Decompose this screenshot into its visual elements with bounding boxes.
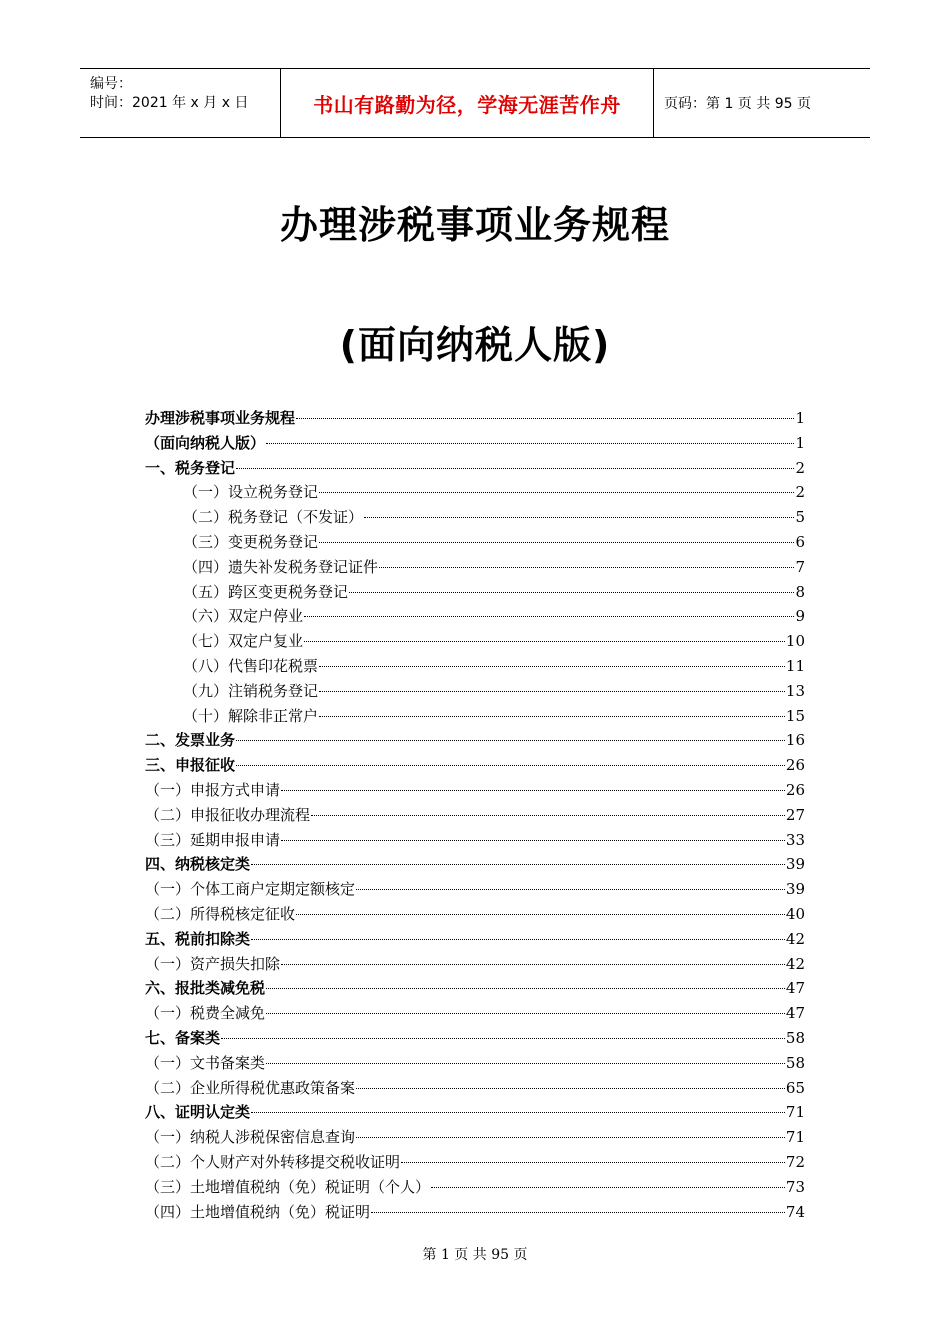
page-info: 页码：第 1 页 共 95 页 — [664, 96, 811, 112]
toc-entry-page: 71 — [785, 1103, 805, 1122]
toc-leader-dots — [401, 1162, 785, 1163]
toc-entry-label: 一、税务登记 — [145, 458, 236, 477]
toc-entry[interactable] — [145, 654, 805, 679]
toc-entry-page: 6 — [795, 532, 805, 551]
toc-entry-label: （六）双定户停业 — [183, 607, 304, 626]
toc-leader-dots — [296, 418, 794, 419]
toc-entry-page: 71 — [785, 1128, 805, 1147]
toc-entry-page: 1 — [795, 433, 805, 452]
toc-entry-label: （四）土地增值税纳（免）税证明 — [145, 1202, 371, 1221]
toc-entry-label: （三）变更税务登记 — [183, 532, 319, 551]
toc-entry-page: 65 — [785, 1078, 805, 1097]
toc-leader-dots — [266, 1063, 785, 1064]
toc-entry[interactable] — [145, 778, 805, 803]
toc-entry[interactable] — [145, 976, 805, 1001]
toc-leader-dots — [281, 840, 785, 841]
toc-entry-page: 27 — [785, 805, 805, 824]
toc-entry[interactable] — [145, 604, 805, 629]
toc-entry-page: 8 — [795, 582, 805, 601]
toc-entry-page: 16 — [785, 731, 805, 750]
toc-entry[interactable] — [145, 1001, 805, 1026]
toc-leader-dots — [281, 964, 785, 965]
toc-entry-label: （一）纳税人涉税保密信息查询 — [145, 1128, 356, 1147]
toc-entry-page: 10 — [785, 632, 805, 651]
toc-leader-dots — [304, 641, 785, 642]
toc-entry-page: 39 — [785, 855, 805, 874]
toc-entry-page: 5 — [795, 508, 805, 527]
toc-entry-page: 74 — [785, 1202, 805, 1221]
document-title: 办理涉税事项业务规程 — [279, 203, 670, 247]
toc-entry-page: 42 — [785, 929, 805, 948]
header-meta-cell — [80, 69, 281, 137]
toc-leader-dots — [281, 790, 785, 791]
page-footer: 第 1 页 共 95 页 — [422, 1247, 528, 1263]
header-page-cell — [654, 69, 870, 137]
toc-entry-label: 五、税前扣除类 — [145, 929, 251, 948]
toc-leader-dots — [431, 1187, 785, 1188]
toc-entry[interactable] — [145, 629, 805, 654]
toc-entry-label: （二）申报征收办理流程 — [145, 805, 311, 824]
toc-entry-page: 47 — [785, 979, 805, 998]
toc-entry-page: 13 — [785, 681, 805, 700]
toc-entry-label: 七、备案类 — [145, 1028, 221, 1047]
toc-entry-label: 八、证明认定类 — [145, 1103, 251, 1122]
toc-entry-label: 六、报批类减免税 — [145, 979, 266, 998]
toc-entry-label: （四）遗失补发税务登记证件 — [183, 557, 379, 576]
toc-leader-dots — [266, 988, 785, 989]
toc-leader-dots — [236, 765, 785, 766]
toc-entry-page: 47 — [785, 1004, 805, 1023]
toc-entry-label: （五）跨区变更税务登记 — [183, 582, 349, 601]
toc-leader-dots — [356, 1088, 785, 1089]
toc-entry-page: 2 — [795, 483, 805, 502]
toc-entry[interactable] — [145, 505, 805, 530]
toc-entry[interactable] — [145, 456, 805, 481]
header-motto-cell — [281, 69, 654, 137]
toc-leader-dots — [356, 889, 785, 890]
toc-leader-dots — [371, 1212, 785, 1213]
toc-entry[interactable] — [145, 1026, 805, 1051]
toc-entry[interactable] — [145, 1076, 805, 1101]
toc-leader-dots — [266, 443, 794, 444]
toc-entry[interactable] — [145, 555, 805, 580]
toc-entry-label: （面向纳税人版） — [145, 433, 266, 452]
toc-entry[interactable] — [145, 828, 805, 853]
toc-leader-dots — [251, 864, 785, 865]
toc-entry-page: 11 — [785, 656, 805, 675]
toc-entry-label: 三、申报征收 — [145, 756, 236, 775]
toc-entry-label: （九）注销税务登记 — [183, 681, 319, 700]
toc-entry-page: 42 — [785, 954, 805, 973]
table-of-contents — [145, 406, 805, 1224]
toc-entry[interactable] — [145, 1175, 805, 1200]
toc-entry-label: （三）土地增值税纳（免）税证明（个人） — [145, 1177, 431, 1196]
toc-entry-page: 2 — [795, 458, 805, 477]
toc-leader-dots — [251, 1112, 785, 1113]
toc-entry-label: 办理涉税事项业务规程 — [145, 409, 296, 427]
toc-entry-label: （二）企业所得税优惠政策备案 — [145, 1078, 356, 1097]
toc-entry[interactable] — [145, 1150, 805, 1175]
toc-entry-label: （一）设立税务登记 — [183, 483, 319, 502]
toc-leader-dots — [319, 716, 785, 717]
toc-entry[interactable] — [145, 480, 805, 505]
toc-entry-label: 二、发票业务 — [145, 731, 236, 750]
toc-entry-page: 1 — [795, 409, 805, 427]
time-label: 时间：2021 年 x 月 x 日 — [90, 95, 249, 111]
toc-entry-page: 7 — [795, 557, 805, 576]
toc-entry-page: 73 — [785, 1177, 805, 1196]
toc-entry-page: 39 — [785, 880, 805, 899]
motto-text: 书山有路勤为径，学海无涯苦作舟 — [313, 92, 621, 117]
toc-entry[interactable] — [145, 803, 805, 828]
toc-entry[interactable] — [145, 877, 805, 902]
toc-leader-dots — [356, 1137, 785, 1138]
toc-leader-dots — [251, 939, 785, 940]
toc-leader-dots — [266, 1013, 785, 1014]
toc-entry-label: （三）延期申报申请 — [145, 830, 281, 849]
toc-entry[interactable] — [145, 406, 805, 431]
toc-leader-dots — [236, 468, 794, 469]
toc-leader-dots — [221, 1038, 785, 1039]
toc-leader-dots — [319, 542, 794, 543]
toc-entry-page: 9 — [795, 607, 805, 626]
document-subtitle: (面向纳税人版) — [339, 323, 611, 367]
toc-entry-page: 72 — [785, 1152, 805, 1171]
page-header-table — [80, 68, 870, 138]
toc-entry[interactable] — [145, 852, 805, 877]
toc-entry-label: （七）双定户复业 — [183, 632, 304, 651]
toc-entry-label: （二）所得税核定征收 — [145, 904, 296, 923]
toc-entry[interactable] — [145, 902, 805, 927]
toc-leader-dots — [296, 914, 785, 915]
toc-entry[interactable] — [145, 1100, 805, 1125]
toc-entry-label: （一）税费全减免 — [145, 1004, 266, 1023]
toc-entry[interactable] — [145, 1051, 805, 1076]
toc-entry-label: （二）税务登记（不发证） — [183, 508, 364, 527]
toc-entry-page: 33 — [785, 830, 805, 849]
toc-entry[interactable] — [145, 704, 805, 729]
toc-leader-dots — [319, 666, 785, 667]
toc-entry[interactable] — [145, 952, 805, 977]
toc-entry-label: （十）解除非正常户 — [183, 706, 319, 725]
toc-entry-label: 四、纳税核定类 — [145, 855, 251, 874]
toc-entry[interactable] — [145, 679, 805, 704]
toc-leader-dots — [349, 592, 794, 593]
toc-entry-page: 26 — [785, 756, 805, 775]
toc-entry-label: （一）文书备案类 — [145, 1053, 266, 1072]
toc-entry-page: 40 — [785, 904, 805, 923]
toc-entry-label: （二）个人财产对外转移提交税收证明 — [145, 1152, 401, 1171]
toc-entry[interactable] — [145, 1125, 805, 1150]
toc-entry-page: 58 — [785, 1028, 805, 1047]
toc-entry-page: 58 — [785, 1053, 805, 1072]
toc-entry-page: 15 — [785, 706, 805, 725]
toc-entry-page: 26 — [785, 780, 805, 799]
toc-entry[interactable] — [145, 753, 805, 778]
toc-leader-dots — [379, 567, 794, 568]
toc-entry[interactable] — [145, 431, 805, 456]
toc-entry-label: （一）申报方式申请 — [145, 780, 281, 799]
toc-leader-dots — [319, 691, 785, 692]
toc-entry-label: （一）个体工商户定期定额核定 — [145, 880, 356, 899]
toc-leader-dots — [311, 815, 785, 816]
number-label: 编号： — [90, 76, 132, 92]
toc-entry-label: （一）资产损失扣除 — [145, 954, 281, 973]
toc-entry[interactable] — [145, 1200, 805, 1225]
toc-entry-label: （八）代售印花税票 — [183, 656, 319, 675]
toc-leader-dots — [364, 517, 794, 518]
toc-entry[interactable] — [145, 927, 805, 952]
toc-leader-dots — [319, 492, 794, 493]
toc-entry[interactable] — [145, 530, 805, 555]
toc-leader-dots — [304, 616, 794, 617]
toc-entry[interactable] — [145, 580, 805, 605]
toc-entry[interactable] — [145, 728, 805, 753]
toc-leader-dots — [236, 740, 785, 741]
